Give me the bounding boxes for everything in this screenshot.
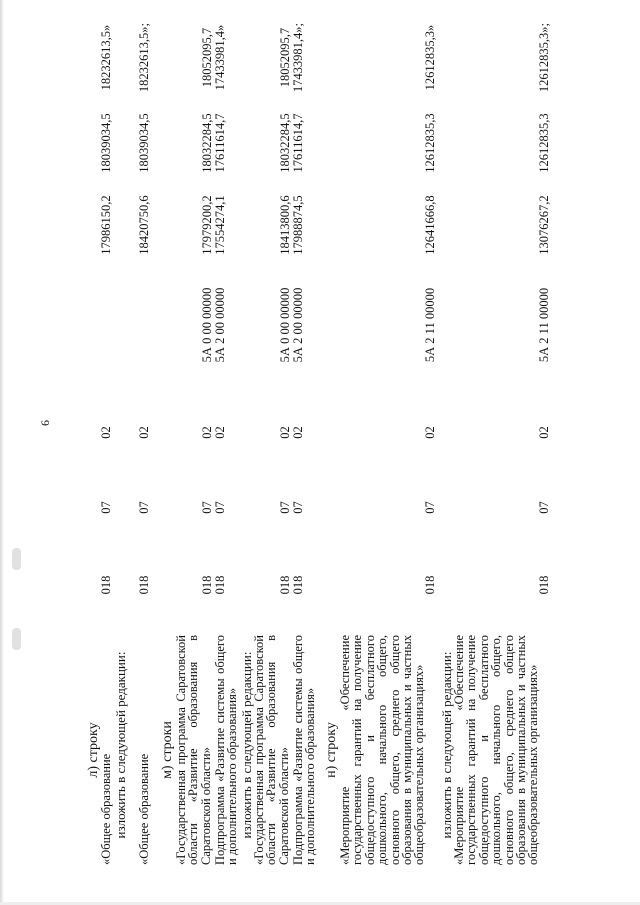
cell-subsection: 02 <box>278 426 292 439</box>
cell-amount-3: 18232613,5»; <box>137 22 151 93</box>
cell-amount-1: 17979200,2 <box>200 195 214 255</box>
cell-subsection: 02 <box>200 426 214 439</box>
cell-subsection: 02 <box>291 426 305 439</box>
cell-amount-2: 18032284,5 <box>200 113 214 173</box>
row-label: «Мероприятие «Обеспечение государственных гарантий на получение общедоступного и бесплатного дошкольного, начального общего, основного общего, среднего общего образования в муниципальных и частных общеобразовательных организациях» <box>452 635 541 865</box>
cell-amount-1: 17986150,2 <box>99 195 113 255</box>
cell-amount-3: 12612835,3»; <box>537 22 551 93</box>
cell-subsection: 02 <box>99 426 113 439</box>
cell-subsection: 02 <box>537 426 551 439</box>
cell-department: 018 <box>99 575 113 595</box>
row-label: «Мероприятие «Обеспечение государственных гарантий на получение общедоступного и бесплатного дошкольного, начального общего, основного общего, среднего общего образования в муниципальных и частных общеобразовательных организациях» <box>338 635 427 865</box>
cell-department: 018 <box>137 575 151 595</box>
section-heading-n: н) строку <box>324 722 339 778</box>
cell-section: 07 <box>200 501 214 514</box>
cell-target-code: 5А 0 00 00000 <box>200 287 214 363</box>
cell-department: 018 <box>200 575 214 595</box>
cell-amount-3: 17433981,4» <box>213 24 227 91</box>
cell-target-code: 5А 2 00 00000 <box>291 287 305 363</box>
row-label: «Государственная программа Саратовской области «Развитие образования в Саратовской области» <box>174 635 213 865</box>
cell-amount-2: 18032284,5 <box>278 113 292 173</box>
instruction-text: изложить в следующей редакции: <box>439 651 454 839</box>
section-heading-l: л) строку <box>86 722 101 778</box>
cell-subsection: 02 <box>423 426 437 439</box>
cell-amount-1: 12641666,8 <box>423 195 437 255</box>
page-number: 6 <box>38 420 52 426</box>
row-label: «Общее образование <box>99 753 113 865</box>
cell-amount-2: 17611614,7 <box>213 113 227 173</box>
cell-department: 018 <box>537 575 551 595</box>
row-label: Подпрограмма «Развитие системы общего и дополнительного образования» <box>291 635 318 865</box>
cell-section: 07 <box>99 501 113 514</box>
cell-amount-3: 12612835,3» <box>423 24 437 91</box>
cell-amount-2: 18039034,5 <box>137 113 151 173</box>
cell-section: 07 <box>423 501 437 514</box>
cell-section: 07 <box>137 501 151 514</box>
cell-amount-2: 17611614,7 <box>291 113 305 173</box>
cell-amount-1: 18413800,6 <box>278 195 292 255</box>
cell-section: 07 <box>213 501 227 514</box>
cell-target-code: 5А 2 11 00000 <box>423 287 437 363</box>
cell-department: 018 <box>213 575 227 595</box>
cell-department: 018 <box>291 575 305 595</box>
cell-amount-3: 17433981,4»; <box>291 22 305 93</box>
cell-amount-1: 17554274,1 <box>213 195 227 255</box>
cell-section: 07 <box>278 501 292 514</box>
instruction-text: изложить в следующей редакции: <box>239 651 254 839</box>
cell-department: 018 <box>278 575 292 595</box>
cell-target-code: 5А 2 00 00000 <box>213 287 227 363</box>
cell-target-code: 5А 0 00 00000 <box>278 287 292 363</box>
cell-subsection: 02 <box>213 426 227 439</box>
cell-amount-3: 18052095,7 <box>278 27 292 88</box>
row-label: Подпрограмма «Развитие системы общего и дополнительного образования» <box>213 635 240 865</box>
cell-amount-3: 18232613,5» <box>99 24 113 91</box>
cell-subsection: 02 <box>137 426 151 439</box>
cell-amount-2: 12612835,3 <box>537 113 551 173</box>
instruction-text: изложить в следующей редакции: <box>113 651 128 839</box>
cell-amount-1: 17988874,5 <box>291 195 305 255</box>
cell-amount-1: 18420750,6 <box>137 195 151 255</box>
section-heading-m: м) строки <box>160 721 175 779</box>
cell-department: 018 <box>423 575 437 595</box>
cell-amount-3: 18052095,7 <box>200 27 214 88</box>
cell-section: 07 <box>537 501 551 514</box>
cell-target-code: 5А 2 11 00000 <box>537 287 551 363</box>
cell-section: 07 <box>291 501 305 514</box>
cell-amount-1: 13076267,2 <box>537 195 551 255</box>
row-label: «Государственная программа Саратовской области «Развитие образования в Саратовской области» <box>252 635 291 865</box>
row-label: «Общее образование <box>137 753 151 865</box>
cell-amount-2: 18039034,5 <box>99 113 113 173</box>
cell-amount-2: 12612835,3 <box>423 113 437 173</box>
